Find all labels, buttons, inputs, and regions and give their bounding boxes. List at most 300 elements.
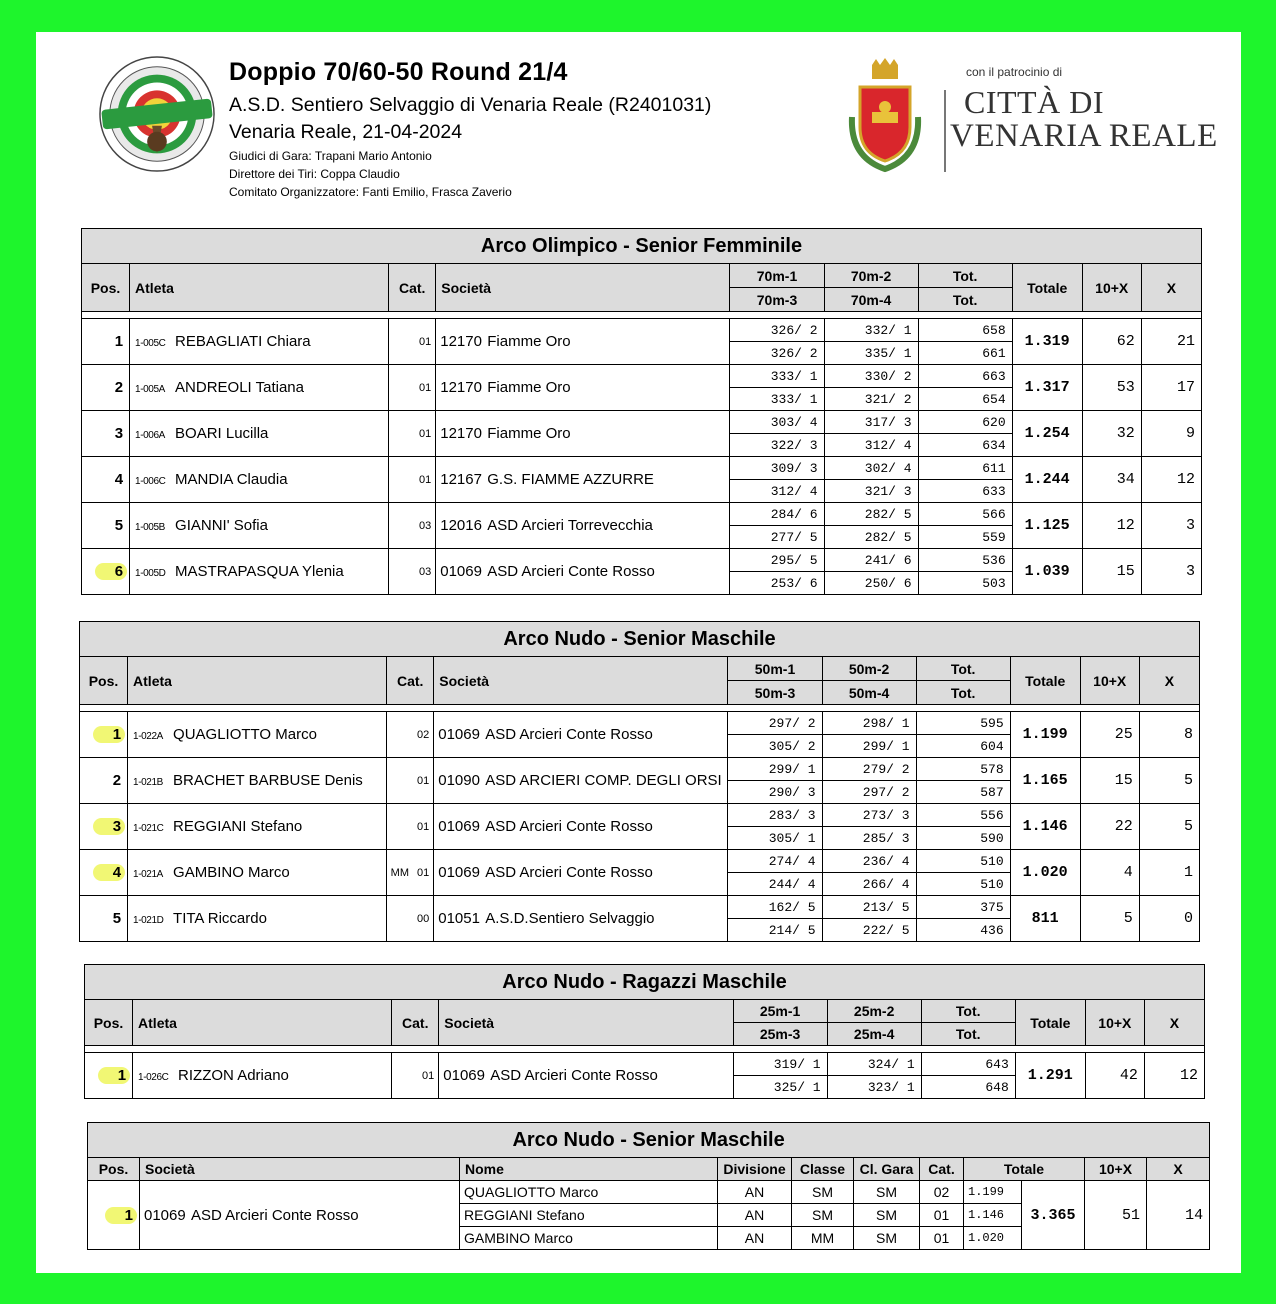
position-value: 2 [114,379,124,396]
athlete-code: 1-005D [135,568,166,579]
score-d1: 319/ 1 [733,1053,827,1076]
score-d4: 297/ 2 [822,781,916,804]
col-d3: 50m-3 [728,681,822,705]
athlete [128,712,387,758]
col-divisione: Divisione [718,1158,792,1181]
score-d2: 330/ 2 [824,365,918,388]
position-value: 6 [95,563,127,580]
col-societa: Società [434,657,728,705]
x-count: 8 [1139,712,1199,758]
col-tot: Tot. [916,657,1010,681]
col-d3: 70m-3 [730,288,824,312]
score-d4: 312/ 4 [824,434,918,457]
tenx-count: 53 [1082,365,1141,411]
col-x: X [1144,1000,1204,1046]
club-code: 01069 [438,818,480,835]
total-score: 1.254 [1012,411,1082,457]
col-atleta: Atleta [133,1000,392,1046]
col-d2: 25m-2 [827,1000,921,1023]
score-subtotal: 633 [918,480,1012,503]
total-score: 1.146 [1010,804,1080,850]
category-code: 01 [419,381,432,394]
athlete-code: 1-021B [133,777,163,788]
tenx-count: 15 [1082,549,1141,595]
club-code: 12016 [440,517,482,534]
divider-line [944,90,946,172]
athlete [130,503,389,549]
athlete [130,365,389,411]
category-code: 02 [417,728,430,741]
score-d4: 222/ 5 [822,919,916,942]
athlete [128,850,387,896]
patronage-label: con il patrocinio di [966,65,1063,79]
results-table [79,621,1200,942]
score-subtotal: 510 [916,850,1010,873]
col-tot: Tot. [918,288,1012,312]
col-cat: Cat. [392,1000,439,1046]
athlete-code: 1-021C [133,823,164,834]
member-clgara: SM [854,1227,920,1250]
x-count: 17 [1141,365,1201,411]
organizer: A.S.D. Sentiero Selvaggio di Venaria Reale (R2401031) [229,94,712,116]
score-subtotal: 658 [918,319,1012,342]
col-societa: Società [439,1000,733,1046]
tenx-count: 15 [1080,758,1139,804]
member-name: QUAGLIOTTO Marco [460,1181,718,1204]
results-table [81,228,1202,595]
score-d2: 241/ 6 [824,549,918,572]
total-score: 1.317 [1012,365,1082,411]
position [80,896,128,942]
category [387,804,434,850]
position [82,457,130,503]
total-score: 1.039 [1012,549,1082,595]
score-d4: 266/ 4 [822,873,916,896]
score-d3: 333/ 1 [730,388,824,411]
col-d2: 50m-2 [822,657,916,681]
club-logo [98,55,216,173]
tenx-count: 34 [1082,457,1141,503]
athlete-name: MASTRAPASQUA Ylenia [175,563,344,580]
athlete-name: QUAGLIOTTO Marco [173,726,317,743]
athlete-code: 1-006A [135,430,165,441]
total-score: 1.125 [1012,503,1082,549]
club-code: 01051 [438,910,480,927]
position-value: 3 [114,425,124,442]
score-subtotal: 375 [916,896,1010,919]
position [82,503,130,549]
athlete [133,1053,392,1099]
tenx-count: 5 [1080,896,1139,942]
total-score: 1.319 [1012,319,1082,365]
col-totale: Totale [1015,1000,1085,1046]
position [80,712,128,758]
total-score: 1.165 [1010,758,1080,804]
results-table [84,964,1205,1099]
athlete-name: MANDIA Claudia [175,471,288,488]
x-count: 1 [1139,850,1199,896]
club-code: 12170 [440,379,482,396]
team-position [88,1181,140,1250]
position-value: 1 [93,726,125,743]
category [389,457,436,503]
category [389,549,436,595]
city-name-line2: VENARIA REALE [950,118,1218,154]
col-10x: 10+X [1085,1000,1144,1046]
col-atleta: Atleta [130,264,389,312]
score-d3: 325/ 1 [733,1076,827,1099]
club-name: Fiamme Oro [487,425,571,442]
col-tot: Tot. [921,1023,1015,1046]
athlete [130,319,389,365]
total-score: 1.244 [1012,457,1082,503]
athlete-name: REBAGLIATI Chiara [175,333,311,350]
athlete-row [82,411,1202,434]
score-d1: 283/ 3 [728,804,822,827]
col-tot: Tot. [918,264,1012,288]
position-value: 4 [114,471,124,488]
member-score: 1.199 [964,1181,1022,1204]
judges: Giudici di Gara: Trapani Mario Antonio [229,149,432,163]
team-club-code: 01069 [144,1206,186,1224]
athlete [130,549,389,595]
athlete-code: 1-021D [133,915,164,926]
position [82,411,130,457]
athlete-code: 1-005A [135,384,165,395]
col-pos: Pos. [82,264,130,312]
club [436,411,730,457]
club [434,896,728,942]
score-d2: 213/ 5 [822,896,916,919]
score-d4: 323/ 1 [827,1076,921,1099]
committee: Comitato Organizzatore: Fanti Emilio, Frasca Zaverio [229,185,512,199]
club [436,549,730,595]
category-code: 01 [419,473,432,486]
club-code: 01069 [438,864,480,881]
score-subtotal: 654 [918,388,1012,411]
athlete-name: TITA Riccardo [173,910,267,927]
athlete-code: 1-022A [133,731,163,742]
score-d2: 236/ 4 [822,850,916,873]
club-name: Fiamme Oro [487,333,571,350]
score-subtotal: 604 [916,735,1010,758]
score-subtotal: 620 [918,411,1012,434]
member-cat: 01 [920,1204,964,1227]
member-class: SM [792,1204,854,1227]
score-d3: 322/ 3 [730,434,824,457]
club [439,1053,733,1099]
score-d4: 321/ 3 [824,480,918,503]
club [436,319,730,365]
score-d2: 273/ 3 [822,804,916,827]
athlete-code: 1-026C [138,1072,169,1083]
place-date: Venaria Reale, 21-04-2024 [229,121,463,143]
club-name: ASD ARCIERI COMP. DEGLI ORSI [485,772,722,789]
club-name: ASD Arcieri Conte Rosso [487,563,655,580]
category-code: 03 [419,565,432,578]
club-code: 12167 [440,471,482,488]
score-subtotal: 436 [916,919,1010,942]
x-count: 12 [1144,1053,1204,1099]
score-d3: 244/ 4 [728,873,822,896]
club-name: ASD Arcieri Conte Rosso [490,1067,658,1084]
member-cat: 01 [920,1227,964,1250]
score-subtotal: 510 [916,873,1010,896]
col-nome: Nome [460,1158,718,1181]
club-name: G.S. FIAMME AZZURRE [487,471,654,488]
x-count: 3 [1141,503,1201,549]
club-name: ASD Arcieri Conte Rosso [485,864,653,881]
section-title: Arco Olimpico - Senior Femminile [82,229,1202,264]
x-count: 21 [1141,319,1201,365]
position-value: 1 [114,333,124,350]
category-code: 01 [419,427,432,440]
athlete-row [80,712,1200,735]
tenx-count: 42 [1085,1053,1144,1099]
club-name: Fiamme Oro [487,379,571,396]
score-d2: 298/ 1 [822,712,916,735]
club-code: 01069 [443,1067,485,1084]
club [434,804,728,850]
club [434,758,728,804]
score-subtotal: 661 [918,342,1012,365]
score-d1: 297/ 2 [728,712,822,735]
score-d2: 279/ 2 [822,758,916,781]
col-x: X [1141,264,1201,312]
tenx-count: 4 [1080,850,1139,896]
score-d3: 214/ 5 [728,919,822,942]
category [392,1053,439,1099]
col-d2: 70m-2 [824,264,918,288]
score-d3: 305/ 2 [728,735,822,758]
col-atleta: Atleta [128,657,387,705]
position-value: 5 [114,517,124,534]
score-d3: 253/ 6 [730,572,824,595]
athlete-row [80,896,1200,919]
member-class: SM [792,1181,854,1204]
athlete-row [82,503,1202,526]
col-pos: Pos. [85,1000,133,1046]
score-d1: 299/ 1 [728,758,822,781]
score-d2: 317/ 3 [824,411,918,434]
score-d4: 285/ 3 [822,827,916,850]
total-score: 811 [1010,896,1080,942]
club-name: ASD Arcieri Conte Rosso [485,726,653,743]
club-code: 12170 [440,425,482,442]
club-name: ASD Arcieri Torrevecchia [487,517,653,534]
athlete-row [85,1053,1205,1076]
col-clgara: Cl. Gara [854,1158,920,1181]
position [85,1053,133,1099]
tenx-count: 22 [1080,804,1139,850]
athlete-row [80,758,1200,781]
x-count: 9 [1141,411,1201,457]
athlete [128,896,387,942]
member-cat: 02 [920,1181,964,1204]
event-title: Doppio 70/60-50 Round 21/4 [229,58,568,86]
score-subtotal: 595 [916,712,1010,735]
team-club [140,1181,460,1250]
member-class: MM [792,1227,854,1250]
score-d1: 303/ 4 [730,411,824,434]
athlete-code: 1-006C [135,476,166,487]
city-crest [842,57,928,173]
category-code: 03 [419,519,432,532]
score-subtotal: 503 [918,572,1012,595]
col-d1: 70m-1 [730,264,824,288]
score-d1: 274/ 4 [728,850,822,873]
col-x: X [1139,657,1199,705]
athlete [128,758,387,804]
category [387,712,434,758]
category [387,850,434,896]
score-d3: 312/ 4 [730,480,824,503]
team-total: 3.365 [1022,1181,1085,1250]
club [434,850,728,896]
athlete-name: REGGIANI Stefano [173,818,303,835]
col-cat: Cat. [389,264,436,312]
x-count: 12 [1141,457,1201,503]
club-code: 01069 [440,563,482,580]
athlete-name: BOARI Lucilla [175,425,269,442]
score-subtotal: 559 [918,526,1012,549]
score-d4: 321/ 2 [824,388,918,411]
col-cat: Cat. [920,1158,964,1181]
score-d1: 295/ 5 [730,549,824,572]
position-value: 3 [93,818,125,835]
club [436,365,730,411]
section-title: Arco Nudo - Ragazzi Maschile [85,965,1205,1000]
member-score: 1.020 [964,1227,1022,1250]
club-code: 12170 [440,333,482,350]
athlete-name: BRACHET BARBUSE Denis [173,772,363,789]
athlete-row [82,457,1202,480]
athlete-code: 1-005C [135,338,166,349]
director: Direttore dei Tiri: Coppa Claudio [229,167,400,181]
athlete [130,457,389,503]
total-score: 1.291 [1015,1053,1085,1099]
category-code: 01 [422,1069,435,1082]
category [387,758,434,804]
x-count: 5 [1139,804,1199,850]
score-subtotal: 536 [918,549,1012,572]
col-10x: 10+X [1080,657,1139,705]
score-subtotal: 643 [921,1053,1015,1076]
category [389,365,436,411]
position [80,758,128,804]
athlete [130,411,389,457]
col-x: X [1147,1158,1210,1181]
athlete-row [80,850,1200,873]
score-subtotal: 634 [918,434,1012,457]
col-d4: 25m-4 [827,1023,921,1046]
x-count: 3 [1141,549,1201,595]
col-d4: 70m-4 [824,288,918,312]
member-name: REGGIANI Stefano [460,1204,718,1227]
club-name: ASD Arcieri Conte Rosso [485,818,653,835]
athlete-row [82,549,1202,572]
position-value: 5 [112,910,122,927]
athlete-row [80,804,1200,827]
team-10x: 51 [1085,1181,1147,1250]
member-division: AN [718,1181,792,1204]
col-cat: Cat. [387,657,434,705]
position [80,804,128,850]
category [387,896,434,942]
athlete-name: GIANNI' Sofia [175,517,268,534]
masters-flag: MM [390,866,409,879]
score-d3: 277/ 5 [730,526,824,549]
team-section-title: Arco Nudo - Senior Maschile [88,1123,1210,1158]
athlete-name: GAMBINO Marco [173,864,290,881]
x-count: 0 [1139,896,1199,942]
score-subtotal: 578 [916,758,1010,781]
col-classe: Classe [792,1158,854,1181]
score-d2: 302/ 4 [824,457,918,480]
category-code: 01 [417,866,430,879]
col-pos: Pos. [88,1158,140,1181]
tenx-count: 12 [1082,503,1141,549]
athlete [128,804,387,850]
category-code: 01 [419,335,432,348]
total-score: 1.020 [1010,850,1080,896]
score-subtotal: 663 [918,365,1012,388]
col-10x: 10+X [1085,1158,1147,1181]
position [82,319,130,365]
col-d4: 50m-4 [822,681,916,705]
score-d1: 326/ 2 [730,319,824,342]
tenx-count: 25 [1080,712,1139,758]
tenx-count: 62 [1082,319,1141,365]
category [389,319,436,365]
score-d3: 326/ 2 [730,342,824,365]
club-code: 01069 [438,726,480,743]
x-count: 5 [1139,758,1199,804]
score-subtotal: 587 [916,781,1010,804]
athlete-row [82,319,1202,342]
position [82,549,130,595]
score-subtotal: 648 [921,1076,1015,1099]
club [434,712,728,758]
score-d1: 333/ 1 [730,365,824,388]
club-name: A.S.D.Sentiero Selvaggio [485,910,655,927]
tenx-count: 32 [1082,411,1141,457]
results-page [36,32,1241,1273]
col-pos: Pos. [80,657,128,705]
col-tot: Tot. [916,681,1010,705]
category-code: 00 [417,912,430,925]
position-value: 4 [93,864,125,881]
position-value: 1 [98,1067,130,1084]
score-d2: 282/ 5 [824,503,918,526]
team-club-name: ASD Arcieri Conte Rosso [191,1206,359,1224]
col-societa: Società [436,264,730,312]
category [389,411,436,457]
score-d1: 162/ 5 [728,896,822,919]
athlete-row [82,365,1202,388]
score-d4: 282/ 5 [824,526,918,549]
club-code: 01090 [438,772,480,789]
club [436,457,730,503]
member-name: GAMBINO Marco [460,1227,718,1250]
score-d4: 250/ 6 [824,572,918,595]
col-totale: Totale [1010,657,1080,705]
position [80,850,128,896]
col-d1: 50m-1 [728,657,822,681]
score-subtotal: 556 [916,804,1010,827]
total-score: 1.199 [1010,712,1080,758]
score-subtotal: 611 [918,457,1012,480]
